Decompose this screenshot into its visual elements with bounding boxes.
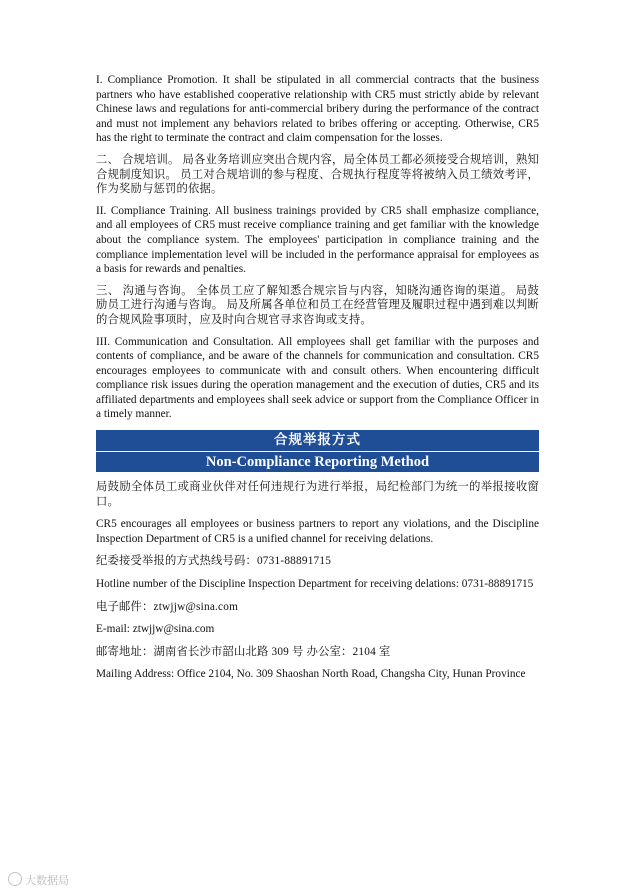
watermark-logo-icon xyxy=(8,872,22,886)
reporting-intro-en: CR5 encourages all employees or business partners to report any violations, and the Discipline Inspection Department of CR5 is a unified channel for receiving delations. xyxy=(96,518,539,545)
watermark-text: 大数据局 xyxy=(25,874,69,887)
mailing-address-en: Mailing Address: Office 2104, No. 309 Shaoshan North Road, Changsha City, Hunan Province xyxy=(96,668,526,681)
section-1-compliance-promotion-en: I. Compliance Promotion. It shall be stipulated in all commercial contracts that the business partners who have established cooperative relationship with CR5 must strictly abide by relevant Chinese laws and regulations for anti-commercial bribery during the performance of the contract and must not implement any behaviors related to bribes offering or accepting. Otherwise, CR5 has the right to terminate the contract and claim compensation for the losses. xyxy=(96,74,539,145)
section-3-communication-en: III. Communication and Consultation. All employees shall get familiar with the purposes and contents of compliance, and be aware of the channels for communication and consultation. CR5 encourages employees to communicate with and consult others. When encountering difficult compliance risk issues during the operation management and the execution of duties, CR5 and its affiliated departments and employees shall seek advice or support from the Compliance Officer in a timely manner. xyxy=(96,335,539,421)
reporting-intro-cn: 局鼓励全体员工或商业伙伴对任何违规行为进行举报，局纪检部门为统一的举报接收窗口。 xyxy=(96,481,539,508)
mailing-address-cn: 邮寄地址：湖南省长沙市韶山北路 309 号 办公室：2104 室 xyxy=(96,645,391,658)
section-3-communication-cn: 三、 沟通与咨询。 全体员工应了解知悉合规宗旨与内容，知晓沟通咨询的渠道。 局鼓励员工进行沟通与咨询。 局及所属各单位和员工在经营管理及履职过程中遇到难以判断的合规风险事项时，应及时向合规官寻求咨询或支持。 xyxy=(96,284,539,326)
document-page xyxy=(96,73,539,682)
banner-title-en: Non-Compliance Reporting Method xyxy=(96,452,539,472)
hotline-en: Hotline number of the Discipline Inspection Department for receiving delations: 0731-88891715 xyxy=(96,578,534,591)
section-2-compliance-training-cn: 二、 合规培训。 局各业务培训应突出合规内容，局全体员工都必须接受合规培训，熟知合规制度知识。 员工对合规培训的参与程度、合规执行程度等将被纳入员工绩效考评，作为奖励与惩罚的依据。 xyxy=(96,153,539,196)
watermark xyxy=(8,872,69,888)
email-cn: 电子邮件：ztwjjw@sina.com xyxy=(96,600,239,613)
email-en: E-mail: ztwjjw@sina.com xyxy=(96,623,215,636)
hotline-cn: 纪委接受举报的方式热线号码：0731-88891715 xyxy=(96,555,332,568)
section-2-compliance-training-en: II. Compliance Training. All business trainings provided by CR5 shall emphasize compliance, and all employees of CR5 must receive compliance training and get familiar with the knowledge about the compliance system. The employees' participation in compliance training and the compliance implementation level will be included in the performance appraisal for employees as a basis for rewards and penalties. xyxy=(96,204,539,276)
reporting-method-banner xyxy=(96,430,539,472)
banner-title-cn: 合规举报方式 xyxy=(96,430,539,451)
